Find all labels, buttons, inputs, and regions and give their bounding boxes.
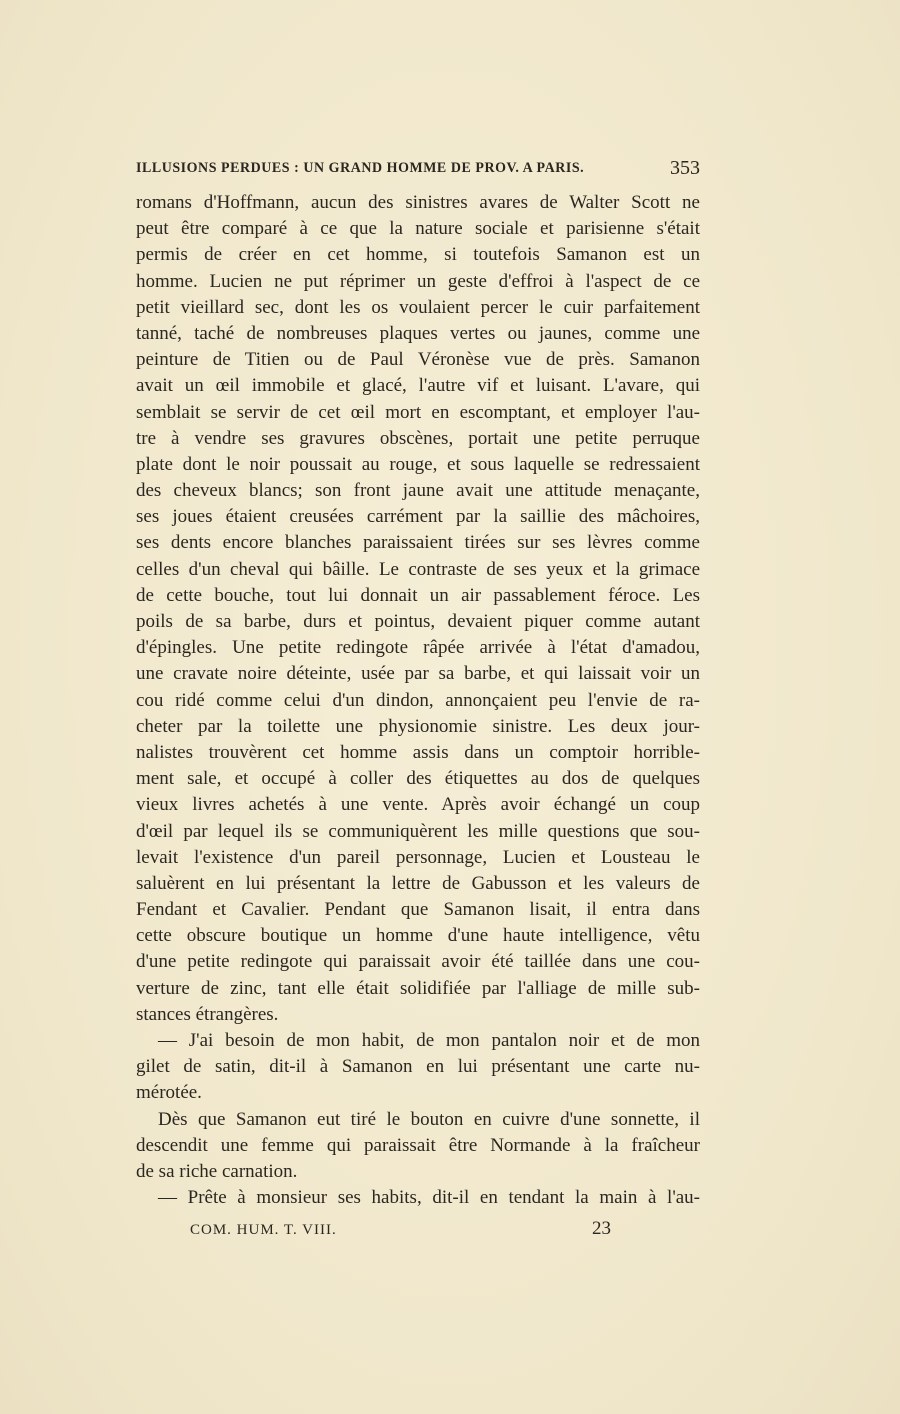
- text-line: nalistes trouvèrent cet homme assis dans un comptoir horrible-: [136, 741, 700, 763]
- text-line: romans d'Hoffmann, aucun des sinistres avares de Walter Scott ne: [136, 192, 700, 213]
- text-line: une cravate noire déteinte, usée par sa barbe, et qui laissait voir un: [136, 663, 700, 685]
- text-line: ses joues étaient creusées carrément par la saillie des mâchoires,: [136, 506, 700, 528]
- page-header: [136, 158, 700, 184]
- text-line: ment sale, et occupé à coller des étiquettes au dos de quelques: [136, 768, 700, 790]
- text-line: vieux livres achetés à une vente. Après avoir échangé un coup: [136, 794, 700, 816]
- text-line: avait un œil immobile et glacé, l'autre vif et luisant. L'avare, qui: [136, 375, 700, 397]
- page-number: 353: [670, 157, 700, 179]
- text-line: celles d'un cheval qui bâille. Le contraste de ses yeux et la grimace: [136, 558, 700, 580]
- running-title: ILLUSIONS PERDUES : UN GRAND HOMME DE PROV. A PARIS.: [136, 160, 585, 176]
- text-line: cette obscure boutique un homme d'une haute intelligence, vêtu: [136, 925, 700, 947]
- text-line: poils de sa barbe, durs et pointus, devaient piquer comme autant: [136, 611, 700, 632]
- text-line: d'une petite redingote qui paraissait avoir été taillée dans une cou-: [136, 951, 700, 973]
- text-line: de cette bouche, tout lui donnait un air passablement féroce. Les: [136, 584, 700, 606]
- text-line: des cheveux blancs; son front jaune avait une attitude menaçante,: [136, 480, 700, 502]
- text-line: stances étrangères.: [136, 1003, 279, 1025]
- text-line: plate dont le noir poussait au rouge, et sous laquelle se redressaient: [136, 453, 700, 475]
- text-line: cou ridé comme celui d'un dindon, annonçaient peu l'envie de ra-: [136, 689, 700, 711]
- paragraph: [136, 190, 700, 1028]
- text-line: mérotée.: [136, 1082, 202, 1104]
- text-line: tre à vendre ses gravures obscènes, portait une petite perruque: [136, 427, 700, 449]
- paragraph: [136, 1107, 700, 1186]
- text-line: saluèrent en lui présentant la lettre de Gabusson et les valeurs de: [136, 872, 700, 894]
- text-line: descendit une femme qui paraissait être Normande à la fraîcheur: [136, 1134, 700, 1156]
- text-line: cheter par la toilette une physionomie sinistre. Les deux jour-: [136, 715, 700, 737]
- printer-signature: COM. HUM. T. VIII.: [190, 1222, 337, 1238]
- text-line: permis de créer en cet homme, si toutefois Samanon est un: [136, 244, 700, 266]
- paragraph: [136, 1028, 700, 1107]
- text-line: petit vieillard sec, dont les os voulaient percer le cuir parfaitement: [136, 296, 700, 318]
- text-line: semblait se servir de cet œil mort en escomptant, et employer l'au-: [136, 401, 700, 423]
- sheet-number: 23: [592, 1218, 611, 1239]
- text-line: peinture de Titien ou de Paul Véronèse vue de près. Samanon: [136, 349, 700, 371]
- text-line: levait l'existence d'un pareil personnage, Lucien et Lousteau le: [136, 846, 700, 868]
- paragraph: [136, 1185, 700, 1211]
- text-line: — J'ai besoin de mon habit, de mon pantalon noir et de mon: [158, 1030, 700, 1051]
- text-line: verture de zinc, tant elle était solidifiée par l'alliage de mille sub-: [136, 977, 700, 999]
- text-line: — Prête à monsieur ses habits, dit-il en tendant la main à l'au-: [158, 1187, 700, 1209]
- text-line: homme. Lucien ne put réprimer un geste d'effroi à l'aspect de ce: [136, 270, 700, 292]
- text-line: d'épingles. Une petite redingote râpée arrivée à l'état d'amadou,: [136, 637, 700, 659]
- text-line: peut être comparé à ce que la nature sociale et parisienne s'était: [136, 218, 700, 240]
- text-line: de sa riche carnation.: [136, 1160, 298, 1182]
- text-line: gilet de satin, dit-il à Samanon en lui présentant une carte nu-: [136, 1056, 700, 1078]
- text-line: tanné, taché de nombreuses plaques vertes ou jaunes, comme une: [136, 322, 700, 344]
- text-line: d'œil par lequel ils se communiquèrent les mille questions que sou-: [136, 820, 700, 842]
- text-line: Dès que Samanon eut tiré le bouton en cuivre d'une sonnette, il: [158, 1108, 700, 1130]
- text-line: ses dents encore blanches paraissaient tirées sur ses lèvres comme: [136, 532, 700, 554]
- body-text: [136, 190, 700, 1211]
- page-footer: [136, 1218, 700, 1242]
- text-line: Fendant et Cavalier. Pendant que Samanon lisait, il entra dans: [136, 899, 700, 921]
